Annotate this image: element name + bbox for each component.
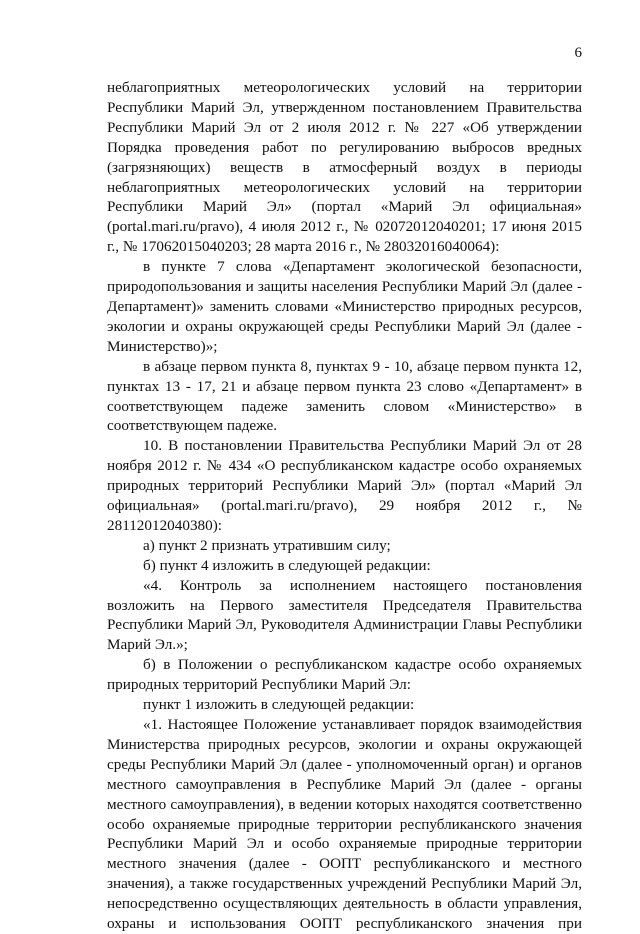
page-number: 6 [574,45,582,61]
document-body [107,78,582,934]
paragraph-5: а) пункт 2 признать утратившим силу; [143,536,391,554]
paragraph-2: в пункте 7 слова «Департамент экологической безопасности, природопользования и защиты населения Республики Марий Эл (далее - Департамент)» заменить словами «Министерство природных ресурсов, экологии и охраны окружающей среды Республики Марий Эл (далее - Министерство)»; [107,258,582,355]
paragraph-6: б) пункт 4 изложить в следующей редакции: [143,556,431,574]
paragraph-4: 10. В постановлении Правительства Республики Марий Эл от 28 ноября 2012 г. № 434 «О республиканском кадастре особо охраняемых природных территорий Республики Марий Эл» (портал «Марий Эл официальная» (portal.mari.ru/pravo), 29 ноября 2012 г., № 28112012040380): [107,437,582,534]
paragraph-9: пункт 1 изложить в следующей редакции: [143,696,415,714]
paragraph-3: в абзаце первом пункта 8, пунктах 9 - 10, абзаце первом пункта 12, пунктах 13 - 17, 21 и абзаце первом пункта 23 слово «Департамент» в соответствующем падеже заменить словом «Министерство» в соответствующем падеже. [107,357,582,435]
paragraph-7: «4. Контроль за исполнением настоящего постановления возложить на Первого заместителя Председателя Правительства Республики Марий Эл, Руководителя Администрации Главы Республики Марий Эл.»; [107,576,582,654]
paragraph-8: б) в Положении о республиканском кадастре особо охраняемых природных территорий Республики Марий Эл: [107,656,582,694]
paragraph-10: «1. Настоящее Положение устанавливает порядок взаимодействия Министерства природных ресурсов, экологии и охраны окружающей среды Республики Марий Эл (далее - уполномоченный орган) и органов местного самоуправления в Республике Марий Эл (далее - органы местного самоуправления), в ведении которых находятся соответственно особо охраняемые природные территории республиканского значения Республики Марий Эл и особо охраняемые природные территории местного значения (далее - ООПТ республиканского и местного значения), а также государственных учреждений Республики Марий Эл, непосредственно осуществляющих деятельность в области управления, охраны и использования ООПТ республиканского значения при [107,716,582,933]
paragraph-1: неблагоприятных метеорологических условий на территории Республики Марий Эл, утвержденном постановлением Правительства Республики Марий Эл от 2 июля 2012 г. № 227 «Об утверждении Порядка проведения работ по регулированию выбросов вредных (загрязняющих) веществ в атмосферный воздух в периоды неблагоприятных метеорологических условий на территории Республики Марий Эл» (портал «Марий Эл официальная» (portal.mari.ru/pravo), 4 июля 2012 г., № 02072012040201; 17 июня 2015 г., № 17062015040203; 28 марта 2016 г., № 28032016040064): [107,79,582,256]
